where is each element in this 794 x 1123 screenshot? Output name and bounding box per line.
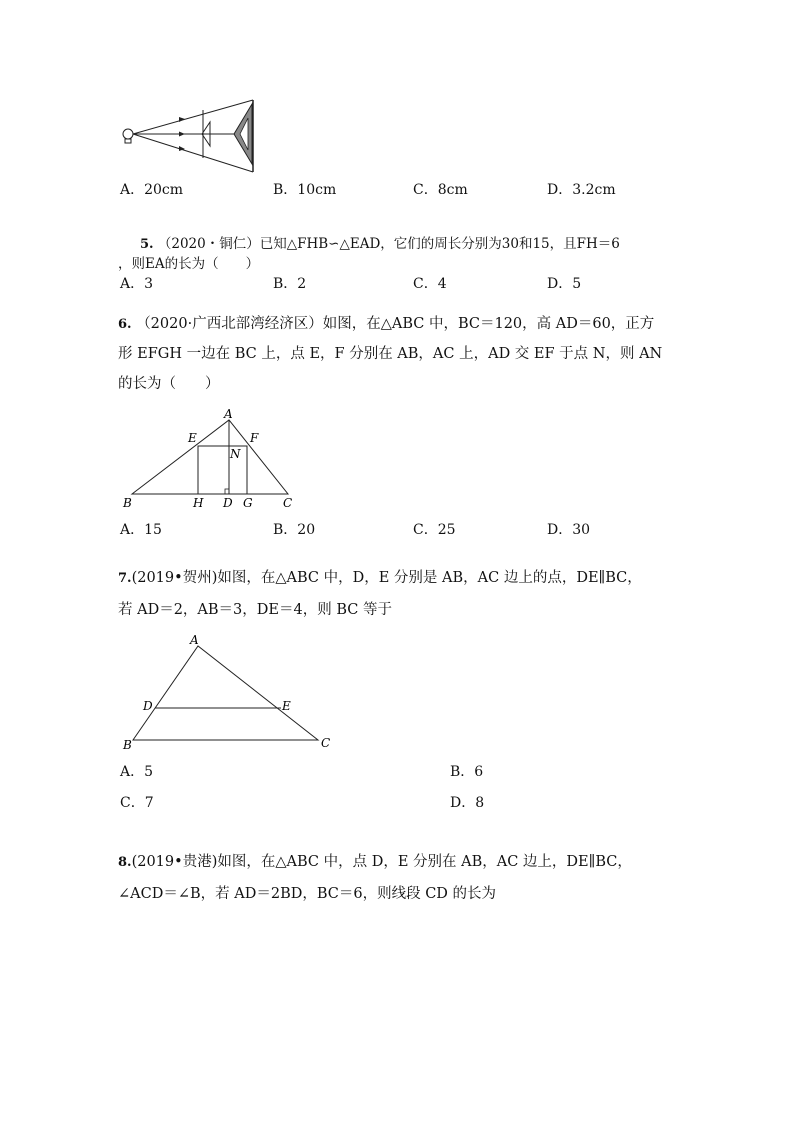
q7-line1	[118, 568, 642, 589]
option-b[interactable]: B．10cm	[273, 182, 337, 198]
q8-line1	[118, 852, 632, 873]
q8-number: 8.	[118, 855, 132, 870]
q7-option-c[interactable]: C．7	[120, 795, 154, 811]
q5-line1	[140, 234, 620, 255]
bulb-icon	[123, 129, 133, 139]
q6-label-H: H	[193, 496, 204, 510]
q5-text-1: （2020・铜仁）已知△FHB∽△EAD，它们的周长分别为30和15，且FH＝6	[157, 236, 620, 252]
q6-label-C: C	[283, 496, 293, 510]
q6-option-c[interactable]: C．25	[413, 522, 456, 538]
q7-option-b[interactable]: B．6	[450, 764, 484, 780]
q8-line2: ∠ACD＝∠B，若 AD＝2BD，BC＝6，则线段 CD 的长为	[118, 886, 497, 902]
q5-option-c[interactable]: C．4	[413, 276, 447, 292]
projection-figure	[118, 96, 258, 176]
q5-line2: ，则EA的长为（ ）	[118, 256, 260, 272]
option-c[interactable]: C．8cm	[413, 182, 468, 198]
q6-label-N: N	[230, 447, 241, 461]
q7-label-A: A	[190, 633, 199, 647]
q8-text-1: (2019•贵港)如图，在△ABC 中，点 D，E 分别在 AB，AC 边上，DE∥BC，	[131, 854, 632, 870]
q6-triangle-figure	[118, 404, 308, 514]
q5-option-b[interactable]: B．2	[273, 276, 307, 292]
q6-number: 6.	[118, 317, 132, 332]
q6-option-a[interactable]: A．15	[120, 522, 162, 538]
q7-label-D: D	[143, 699, 153, 713]
q6-text-1: （2020·广西北部湾经济区）如图，在△ABC 中，BC＝120，高 AD＝60，正方	[136, 316, 655, 332]
q6-option-d[interactable]: D．30	[547, 522, 591, 538]
q7-label-E: E	[282, 699, 291, 713]
q6-label-A: A	[224, 407, 233, 421]
q7-text-1: (2019•贺州)如图，在△ABC 中，D，E 分别是 AB，AC 边上的点，DE∥BC，	[131, 570, 642, 586]
q6-label-G: G	[243, 496, 253, 510]
q5-number: 5.	[140, 237, 154, 252]
q6-label-B: B	[123, 496, 132, 510]
q7-option-a[interactable]: A．5	[120, 764, 154, 780]
q6-label-F: F	[250, 431, 259, 445]
q6-line3: 的长为（ ）	[118, 376, 220, 392]
q5-option-d[interactable]: D．5	[547, 276, 582, 292]
q7-number: 7.	[118, 571, 132, 586]
q7-option-d[interactable]: D．8	[450, 795, 485, 811]
option-a[interactable]: A．20cm	[120, 182, 184, 198]
q6-line1	[118, 314, 654, 335]
q7-label-B: B	[123, 738, 132, 752]
q7-line2: 若 AD＝2，AB＝3，DE＝4，则 BC 等于	[118, 602, 392, 618]
q7-label-C: C	[321, 736, 331, 750]
option-d[interactable]: D．3.2cm	[547, 182, 616, 198]
q7-triangle-figure	[118, 630, 338, 755]
q5-option-a[interactable]: A．3	[120, 276, 154, 292]
q6-label-E: E	[188, 431, 197, 445]
q6-option-b[interactable]: B．20	[273, 522, 316, 538]
q6-label-D: D	[223, 496, 233, 510]
q6-line2: 形 EFGH 一边在 BC 上，点 E，F 分别在 AB，AC 上，AD 交 EF 于点 N，则 AN	[118, 346, 663, 362]
